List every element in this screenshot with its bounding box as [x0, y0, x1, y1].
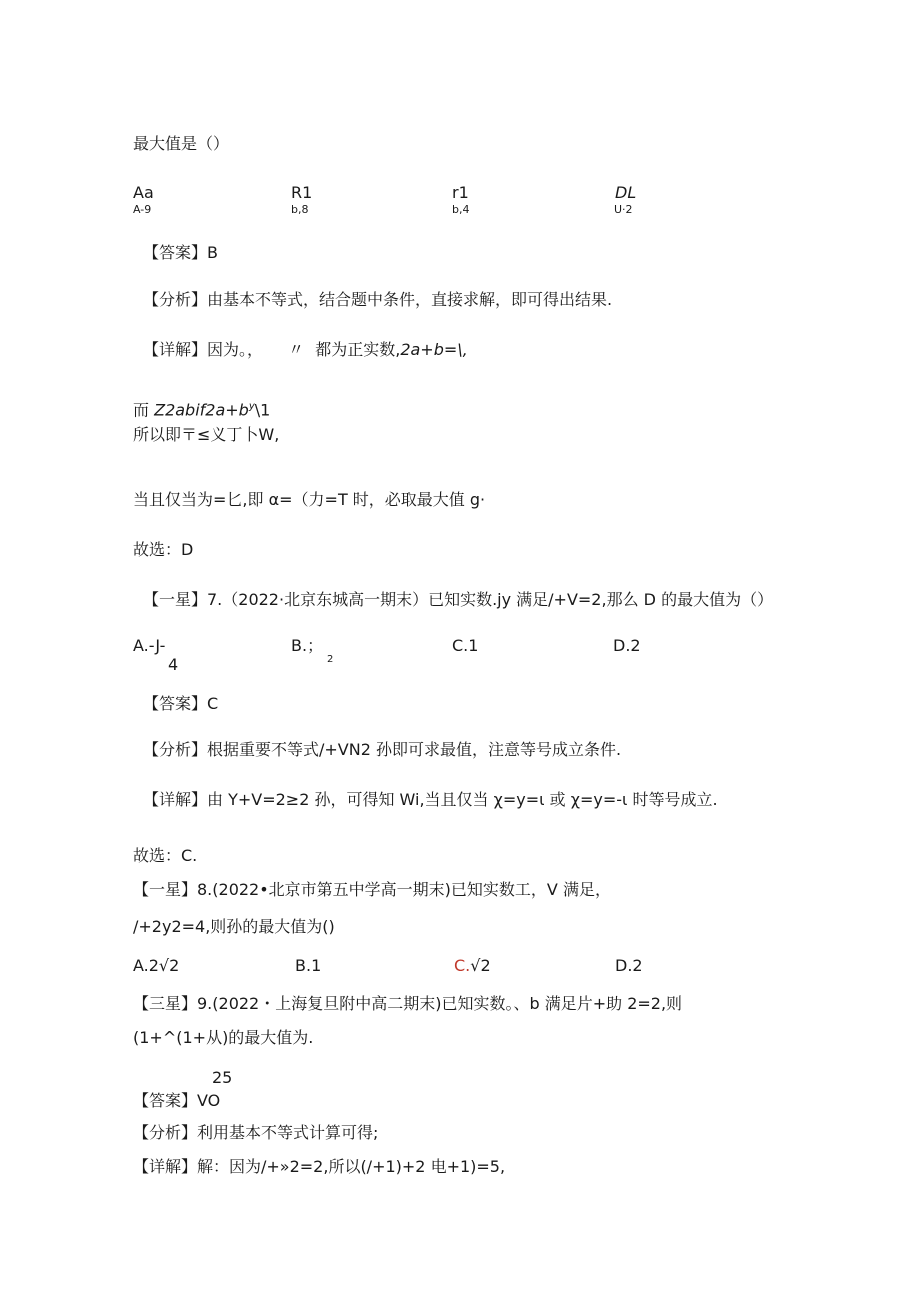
q6-option-a-top: Aa — [133, 183, 154, 202]
q6-option-a-bottom: A-9 — [133, 203, 152, 216]
q7-option-d: D.2 — [613, 636, 641, 655]
q7-stem: 【一星】7.（2022·北京东城高一期末）已知实数.jy 满足/+V=2,那么 D 的最大值为（） — [143, 590, 774, 609]
q9-detail: 【详解】解：因为/+»2=2,所以(/+1)+2 电+1)=5, — [133, 1157, 506, 1176]
q6-line-suoyi: 所以即〒≤义丁卜W, — [133, 425, 280, 444]
q6-option-b-top: R1 — [291, 183, 313, 202]
q9-stem-line1: 【三星】9.(2022・上海复旦附中高二期末)已知实数。、b 满足片+助 2=2,则 — [133, 994, 683, 1013]
q6-line-dang: 当且仅当为=匕,即 α=（力=T 时，必取最大值 g· — [133, 490, 486, 509]
q6-detail-formula: 2a+b=\, — [400, 340, 468, 359]
q6-option-c-top: r1 — [452, 183, 469, 202]
q7-detail: 【详解】由 Y+V=2≥2 孙，可得知 Wi,当且仅当 χ=y=ι 或 χ=y=-ι 时等号成立. — [143, 790, 718, 809]
q9-answer-top: 25 — [212, 1068, 233, 1087]
q6-detail-label: 【详解】因为。， — [143, 340, 264, 359]
q9-answer: 【答案】VO — [133, 1091, 221, 1110]
q8-option-d: D.2 — [615, 956, 643, 975]
q6-line-er-prefix: 而 — [133, 400, 150, 420]
q6-detail-text: 都为正实数, — [315, 340, 401, 359]
q8-option-c-value: √2 — [470, 956, 491, 975]
q7-option-a: A.-J- — [133, 636, 166, 655]
q6-line-er-suffix: \1 — [254, 400, 271, 420]
q8-option-b: B.1 — [295, 956, 322, 975]
q6-option-d-bottom: U·2 — [614, 203, 633, 216]
q6-detail — [143, 340, 468, 360]
q8-stem-line1: 【一星】8.(2022•北京市第五中学高一期末)已知实数工，V 满足， — [133, 880, 611, 899]
q7-analysis: 【分析】根据重要不等式/+VN2 孙即可求最值，注意等号成立条件. — [143, 740, 622, 759]
q7-option-c: C.1 — [452, 636, 479, 655]
q6-option-d-top: DL — [615, 183, 637, 202]
q6-choice: 故选：D — [133, 540, 194, 559]
q6-line-er — [133, 397, 270, 420]
q7-choice: 故选：C. — [133, 846, 198, 865]
q9-stem-line2: (1+^(1+从)的最大值为. — [133, 1028, 314, 1047]
q8-option-c — [454, 956, 491, 976]
q7-option-b: B.； — [291, 636, 324, 655]
q8-stem-line2: /+2y2=4,则孙的最大值为() — [133, 917, 335, 936]
q9-analysis: 【分析】利用基本不等式计算可得; — [133, 1123, 379, 1142]
q8-option-c-label: C. — [454, 956, 471, 975]
q6-analysis: 【分析】由基本不等式，结合题中条件，直接求解，即可得出结果. — [143, 290, 613, 309]
q8-option-a: A.2√2 — [133, 956, 180, 975]
q6-line-er-sup: y — [248, 401, 255, 412]
q6-option-c-bottom: b,4 — [452, 203, 470, 216]
q7-answer: 【答案】C — [143, 694, 219, 713]
q6-option-b-bottom: b,8 — [291, 203, 309, 216]
q6-answer: 【答案】B — [143, 243, 218, 262]
q6-line-er-formula: Z2abif2a+b — [154, 400, 249, 420]
q7-option-a-sub: 4 — [168, 655, 179, 674]
q7-option-b-sub: 2 — [327, 654, 334, 665]
q6-detail-symbol: 〃 — [288, 340, 305, 359]
q6-stem-tail: 最大值是（） — [133, 134, 230, 153]
